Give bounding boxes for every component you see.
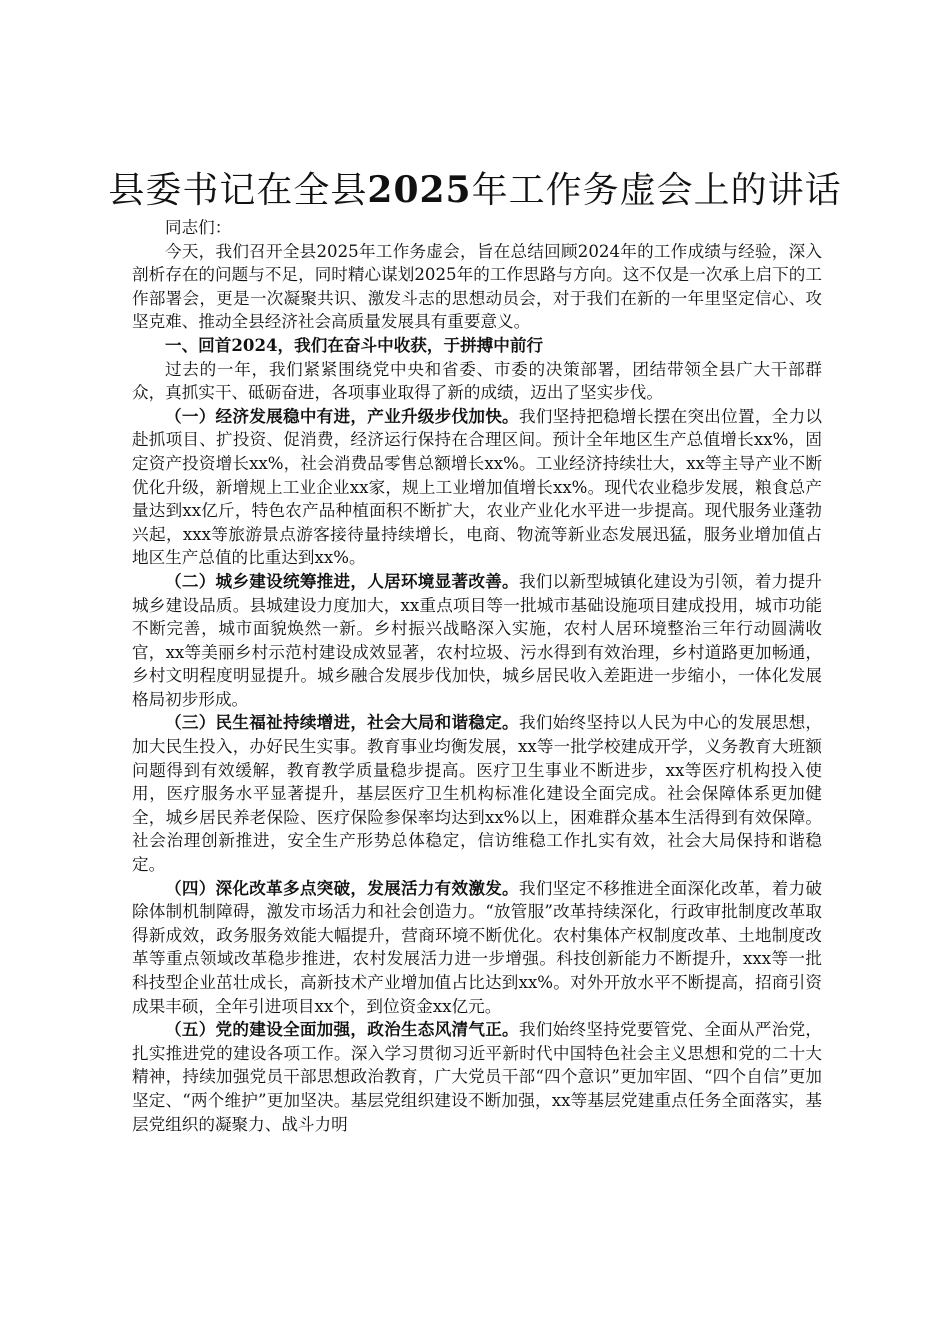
title-suffix: 年工作务虚会上的讲话 [471, 170, 842, 211]
paragraph-livelihood [132, 711, 822, 876]
paragraph-lead: （二）城乡建设统筹推进，人居环境显著改善。 [165, 570, 519, 591]
paragraph-urban-rural [132, 570, 822, 712]
paragraph-reform [132, 877, 822, 1019]
paragraph-lead: （四）深化改革多点突破，发展活力有效激发。 [165, 877, 519, 898]
paragraph-text: 我们始终坚持党要管党、全面从严治党，扎实推进党的建设各项工作。深入学习贯彻习近平新时代中国特色社会主义思想和党的二十大精神，持续加强党员干部思想政治教育，广大党员干部“四个意识”更加牢固、“四个自信”更加坚定、“两个维护”更加坚决。基层党组织建设不断加强，xx等基层党建重点任务全面落实，基层党组织的凝聚力、战斗力明 [132, 1020, 823, 1134]
title-year: 2025 [367, 169, 472, 211]
paragraph-lead: （一）经济发展稳中有进，产业升级步伐加快。 [165, 405, 519, 426]
document-body [132, 216, 822, 1136]
paragraph-economy [132, 405, 822, 570]
section-heading: 一、回首2024，我们在奋斗中收获，于拼搏中前行 [165, 334, 544, 355]
paragraph-lead: （五）党的建设全面加强，政治生态风清气正。 [165, 1019, 519, 1040]
title-prefix: 县委书记在全县 [108, 170, 368, 211]
intro-paragraph: 今天，我们召开全县2025年工作务虚会，旨在总结回顾2024年的工作成绩与经验，深入剖析存在的问题与不足，同时精心谋划2025年的工作思路与方向。这不仅是一次承上启下的工作部署会，更是一次凝聚共识、激发斗志的思想动员会，对于我们在新的一年里坚定信心、攻坚克难、推动全县经济社会高质量发展具有重要意义。 [132, 241, 822, 332]
section-intro-paragraph: 过去的一年，我们紧紧围绕党中央和省委、市委的决策部署，团结带领全县广大干部群众，真抓实干、砥砺奋进，各项事业取得了新的成绩，迈出了坚实步伐。 [132, 359, 822, 403]
paragraph-text: 我们以新型城镇化建设为引领，着力提升城乡建设品质。县城建设力度加大，xx重点项目等一批城市基础设施项目建成投用，城市功能不断完善，城市面貌焕然一新。乡村振兴战略深入实施，农村人居环境整治三年行动圆满收官，xx等美丽乡村示范村建设成效显著，农村垃圾、污水得到有效治理，乡村道路更加畅通，乡村文明程度明显提升。城乡融合发展步伐加快，城乡居民收入差距进一步缩小，一体化发展格局初步形成。 [132, 571, 823, 709]
paragraph-text: 我们始终坚持以人民为中心的发展思想，加大民生投入，办好民生实事。教育事业均衡发展，xx等一批学校建成开学，义务教育大班额问题得到有效缓解，教育教学质量稳步提高。医疗卫生事业不断进步，xx等医疗机构投入使用，医疗服务水平显著提升，基层医疗卫生机构标准化建设全面完成。社会保障体系更加健全，城乡居民养老保险、医疗保险参保率均达到xx%以上，困难群众基本生活得到有效保障。社会治理创新推进，安全生产形势总体稳定，信访维稳工作扎实有效，社会大局保持和谐稳定。 [132, 713, 823, 875]
paragraph-text: 我们坚持把稳增长摆在突出位置，全力以赴抓项目、扩投资、促消费，经济运行保持在合理区间。预计全年地区生产总值增长xx%，固定资产投资增长xx%，社会消费品零售总额增长xx%。工业经济持续壮大，xx等主导产业不断优化升级，新增规上工业企业xx家，规上工业增加值增长xx%。现代农业稳步发展，粮食总产量达到xx亿斤，特色农产品种植面积不断扩大，农业产业化水平进一步提高。现代服务业蓬勃兴起，xxx等旅游景点游客接待量持续增长，电商、物流等新业态发展迅猛，服务业增加值占地区生产总值的比重达到xx%。 [132, 406, 823, 568]
paragraph-party-building [132, 1018, 822, 1136]
salutation: 同志们： [165, 218, 232, 237]
document-title [100, 164, 850, 217]
paragraph-lead: （三）民生福祉持续增进，社会大局和谐稳定。 [165, 712, 519, 733]
paragraph-text: 我们坚定不移推进全面深化改革，着力破除体制机制障碍，激发市场活力和社会创造力。“放管服”改革持续深化，行政审批制度改革取得新成效，政务服务效能大幅提升，营商环境不断优化。农村集体产权制度改革、土地制度改革等重点领域改革稳步推进，农村发展活力进一步增强。科技创新能力不断提升，xxx等一批科技型企业茁壮成长，高新技术产业增加值占比达到xx%。对外开放水平不断提高，招商引资成果丰硕，全年引进项目xx个，到位资金xx亿元。 [132, 878, 823, 1016]
